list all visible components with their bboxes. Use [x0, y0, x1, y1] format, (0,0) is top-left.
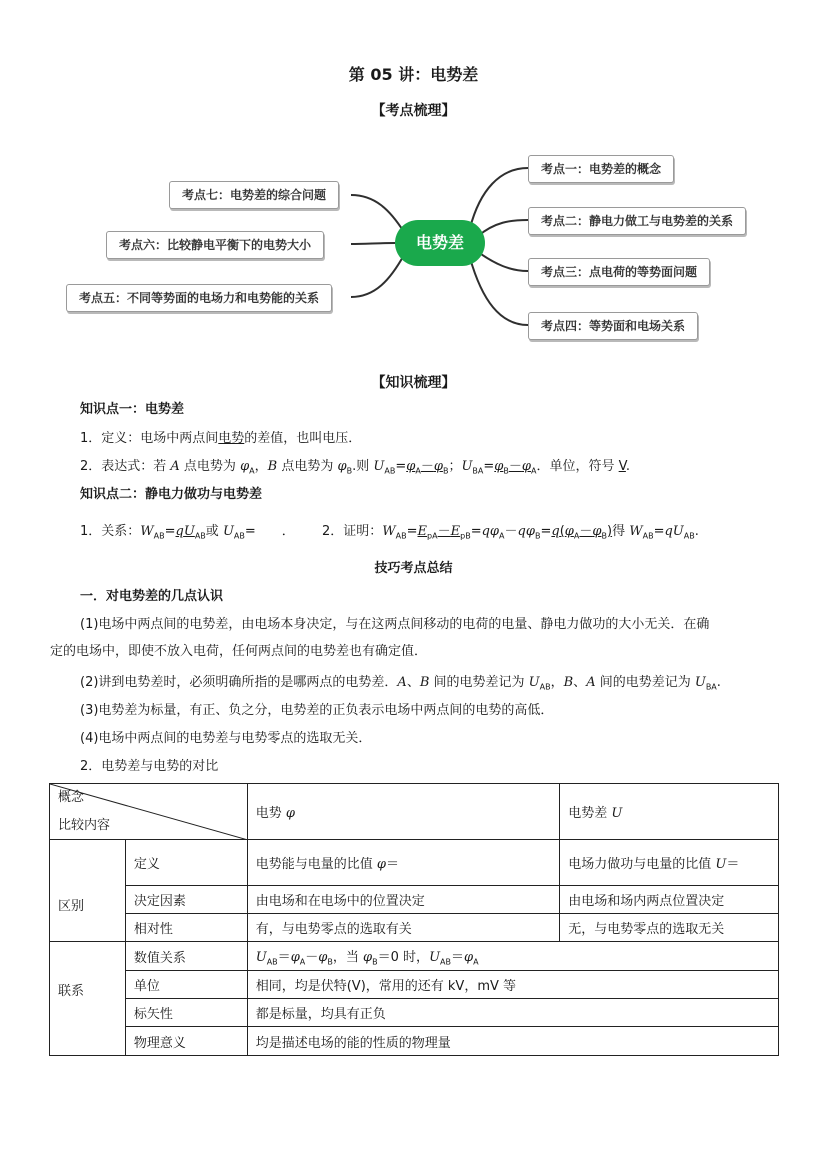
- table-cell: 均是描述电场的能的性质的物理量: [247, 1027, 778, 1056]
- subscript: A: [249, 466, 255, 476]
- symbol: φ: [290, 949, 300, 965]
- subscript: BA: [472, 466, 484, 476]
- connector-6: [351, 243, 395, 244]
- connector-5: [351, 195, 404, 232]
- subscript: A: [415, 466, 421, 476]
- group-label-relation: 联系: [50, 942, 126, 999]
- text: 间的电势差记为: [595, 675, 695, 690]
- corner-cell: [50, 784, 248, 840]
- text: 点电势为: [179, 459, 241, 474]
- page-title: 第 05 讲：电势差: [348, 65, 479, 84]
- text: .: [716, 675, 721, 690]
- symbol: φ: [494, 459, 504, 474]
- text: ，: [254, 459, 268, 474]
- subscript: A: [531, 466, 537, 476]
- comparison-table: [49, 783, 779, 1056]
- mindmap-topic-5: 考点五：不同等势面的电场力和电势能的关系: [66, 284, 332, 312]
- subscript: AB: [683, 531, 695, 541]
- symbol: U: [528, 675, 540, 690]
- symbol: q: [664, 524, 673, 539]
- connector-4: [470, 258, 528, 325]
- table-cell: 由电场和在电场中的位置决定: [247, 886, 560, 914]
- text: 1．定义：电场中两点间: [80, 431, 219, 446]
- row-label: 决定因素: [125, 886, 247, 914]
- text: ，: [550, 675, 564, 690]
- table-row: [50, 784, 779, 840]
- text: －: [305, 949, 319, 965]
- s1-p3: (3)电势差为标量，有正、负之分，电势差的正负表示电场中两点间的电势的高低．: [80, 703, 554, 718]
- symbol: B: [267, 459, 278, 474]
- mindmap-center: 电势差: [395, 220, 485, 266]
- table-cell: [560, 840, 779, 886]
- symbol: φ: [240, 459, 250, 474]
- symbol: q: [175, 524, 184, 539]
- connector-3: [478, 252, 528, 271]
- subscript: A: [473, 957, 479, 967]
- text: =: [653, 524, 665, 539]
- s1-heading: 一．对电势差的几点认识: [80, 589, 224, 604]
- text: ＝: [277, 949, 291, 965]
- subscript: B: [372, 957, 378, 967]
- underlined-formula: [418, 524, 471, 539]
- table-row: [50, 886, 779, 914]
- connector-1: [470, 168, 528, 228]
- k2-proof: [322, 520, 699, 541]
- subscript: A: [299, 957, 306, 967]
- s1-p5: 2．电势差与电势的对比: [80, 759, 219, 774]
- symbol: W: [140, 524, 154, 539]
- row-label: 单位: [125, 971, 247, 999]
- symbol: U: [429, 949, 441, 965]
- symbol: q: [517, 524, 526, 539]
- text: 、: [573, 675, 587, 690]
- table-cell: 都是标量，均具有正负: [247, 999, 778, 1027]
- text: =: [483, 459, 495, 474]
- subscript: BA: [705, 682, 717, 692]
- text: －: [508, 459, 522, 474]
- k1-heading: 知识点一：电势差: [80, 402, 185, 417]
- k1-expression: [80, 455, 630, 476]
- text: －: [504, 524, 518, 539]
- text: =: [470, 524, 482, 539]
- connector-7: [351, 255, 404, 297]
- symbol: φ: [406, 459, 416, 474]
- text: ，当: [332, 949, 364, 965]
- connector-2: [478, 220, 528, 236]
- symbol: φ: [318, 949, 328, 965]
- text: 1．关系：: [80, 524, 141, 539]
- symbol: φ: [592, 524, 602, 539]
- symbol: φ: [464, 949, 474, 965]
- symbol: U: [255, 949, 267, 965]
- s1-p1a: (1)电场中两点间的电势差，由电场本身决定，与在这两点间移动的电荷的电量、静电力做功的大小无关．在确: [80, 617, 710, 632]
- subscript: B: [327, 957, 333, 967]
- subscript: AB: [194, 531, 206, 541]
- table-cell: 无，与电势零点的选取无关: [560, 914, 779, 942]
- mindmap-topic-2: 考点二：静电力做工与电势差的关系: [528, 207, 746, 235]
- symbol: φ: [363, 949, 373, 965]
- text: ＝: [726, 857, 740, 872]
- symbol: q: [481, 524, 490, 539]
- s1-p2: [80, 671, 721, 692]
- corner-bottom-label: 比较内容: [58, 818, 111, 833]
- symbol: A: [586, 675, 596, 690]
- text: ): [607, 524, 613, 539]
- s1-p4: (4)电场中两点间的电势差与电势零点的选取无关．: [80, 731, 372, 746]
- table-cell: 由电场和场内两点位置决定: [560, 886, 779, 914]
- symbol: E: [450, 524, 461, 539]
- text: 电势差: [568, 806, 612, 821]
- text: =: [406, 524, 418, 539]
- row-label: 定义: [125, 840, 247, 886]
- text: =: [395, 459, 407, 474]
- text: (2)讲到电势差时，必须明确所指的是哪两点的电势差．: [80, 675, 398, 690]
- symbol: U: [373, 459, 385, 474]
- text: ＝: [385, 857, 399, 872]
- symbol: q: [551, 524, 560, 539]
- text: 得: [612, 524, 630, 539]
- mindmap-topic-6: 考点六：比较静电平衡下的电势大小: [106, 231, 324, 259]
- text: 2．表达式：若: [80, 459, 171, 474]
- subscript: AB: [233, 531, 245, 541]
- text: ．: [255, 524, 295, 539]
- summary-title: 技巧考点总结: [374, 561, 453, 576]
- subscript: AB: [384, 466, 396, 476]
- unit-symbol: V: [618, 459, 626, 474]
- text: 电场力做功与电量的比值: [568, 857, 716, 872]
- header-potential-difference: [560, 784, 779, 840]
- subscript: B: [503, 466, 509, 476]
- text: .则: [352, 459, 374, 474]
- table-row: [50, 840, 779, 886]
- symbol: φ: [285, 806, 295, 821]
- symbol: U: [611, 806, 623, 821]
- text: ．单位，符号: [536, 459, 619, 474]
- row-label: 标矢性: [125, 999, 247, 1027]
- subscript: AB: [642, 531, 654, 541]
- symbol: W: [629, 524, 643, 539]
- text: (: [559, 524, 565, 539]
- subscript: A: [573, 531, 580, 541]
- subscript: pA: [427, 531, 438, 541]
- text: 点电势为: [277, 459, 338, 474]
- s1-p1b: 定的电场中，即使不放入电荷，任何两点间的电势差也有确定值．: [50, 644, 428, 659]
- subscript: B: [601, 531, 607, 541]
- subscript: AB: [395, 531, 407, 541]
- section-heading-knowledge: 【知识梳理】: [371, 375, 456, 391]
- subscript: A: [499, 531, 505, 541]
- mindmap-topic-3: 考点三：点电荷的等势面问题: [528, 258, 710, 286]
- symbol: φ: [433, 459, 443, 474]
- symbol: U: [715, 857, 727, 872]
- symbol: U: [694, 675, 706, 690]
- text: .: [694, 524, 699, 539]
- symbol: φ: [525, 524, 535, 539]
- text: =: [244, 524, 256, 539]
- text: 电势: [255, 806, 286, 821]
- text: ＝: [451, 949, 465, 965]
- symbol: B: [563, 675, 574, 690]
- underlined-formula: [551, 524, 612, 539]
- symbol: φ: [489, 524, 500, 539]
- text-underlined: 电势: [218, 431, 245, 446]
- subscript: pB: [460, 531, 471, 541]
- header-potential: [247, 784, 560, 840]
- subscript: AB: [266, 957, 278, 967]
- text: 的差值，也叫电压．: [244, 431, 362, 446]
- section-heading-topics: 【考点梳理】: [371, 103, 456, 119]
- row-label: 物理意义: [125, 1027, 247, 1056]
- symbol: W: [382, 524, 396, 539]
- symbol: U: [461, 459, 473, 474]
- text: －: [420, 459, 434, 474]
- text: .: [625, 459, 631, 474]
- symbol: φ: [337, 459, 347, 474]
- mindmap-topic-1: 考点一：电势差的概念: [528, 155, 674, 183]
- text: =: [164, 524, 176, 539]
- k2-heading: 知识点二：静电力做功与电势差: [80, 487, 263, 502]
- table-cell: [247, 942, 778, 971]
- subscript: B: [534, 531, 541, 541]
- table-row: [50, 971, 779, 999]
- symbol: φ: [521, 459, 532, 474]
- table-row: [50, 914, 779, 942]
- symbol: A: [397, 675, 407, 690]
- text: 电势能与电量的比值: [255, 857, 377, 872]
- text: ；: [448, 459, 462, 474]
- group-label-difference: 区别: [50, 840, 126, 914]
- table-cell-empty: [50, 999, 126, 1056]
- text: ＝0 时，: [377, 949, 430, 965]
- symbol: A: [170, 459, 180, 474]
- subscript: AB: [153, 531, 165, 541]
- table-row: [50, 942, 779, 971]
- k2-relation: [80, 520, 295, 541]
- subscript: B: [346, 466, 353, 476]
- subscript: B: [442, 466, 449, 476]
- text: 2．证明：: [322, 524, 383, 539]
- mindmap-topic-7: 考点七：电势差的综合问题: [169, 181, 339, 209]
- underlined-formula: [406, 459, 448, 474]
- text: =: [540, 524, 552, 539]
- text: －: [437, 524, 451, 539]
- text: 、: [406, 675, 420, 690]
- symbol: B: [419, 675, 430, 690]
- corner-top-label: 概念: [58, 790, 85, 805]
- symbol: U: [183, 524, 195, 539]
- symbol: φ: [376, 857, 386, 872]
- row-label: 数值关系: [125, 942, 247, 971]
- symbol: U: [672, 524, 684, 539]
- text: 或: [205, 524, 223, 539]
- k1-definition: [80, 427, 361, 446]
- underlined-formula: [176, 524, 206, 539]
- table-row: [50, 1027, 779, 1056]
- table-cell-empty: [50, 914, 126, 942]
- text: －: [579, 524, 593, 539]
- table-row: [50, 999, 779, 1027]
- symbol: E: [417, 524, 428, 539]
- table-cell: 有，与电势零点的选取有关: [247, 914, 560, 942]
- symbol: φ: [564, 524, 574, 539]
- row-label: 相对性: [125, 914, 247, 942]
- subscript: AB: [440, 957, 451, 967]
- mindmap-topic-4: 考点四：等势面和电场关系: [528, 312, 698, 340]
- text: 间的电势差记为: [429, 675, 529, 690]
- underlined-formula: [494, 459, 536, 474]
- subscript: AB: [539, 682, 551, 692]
- table-cell: 相同，均是伏特(V)，常用的还有 kV，mV 等: [247, 971, 778, 999]
- table-cell: [247, 840, 560, 886]
- symbol: U: [222, 524, 234, 539]
